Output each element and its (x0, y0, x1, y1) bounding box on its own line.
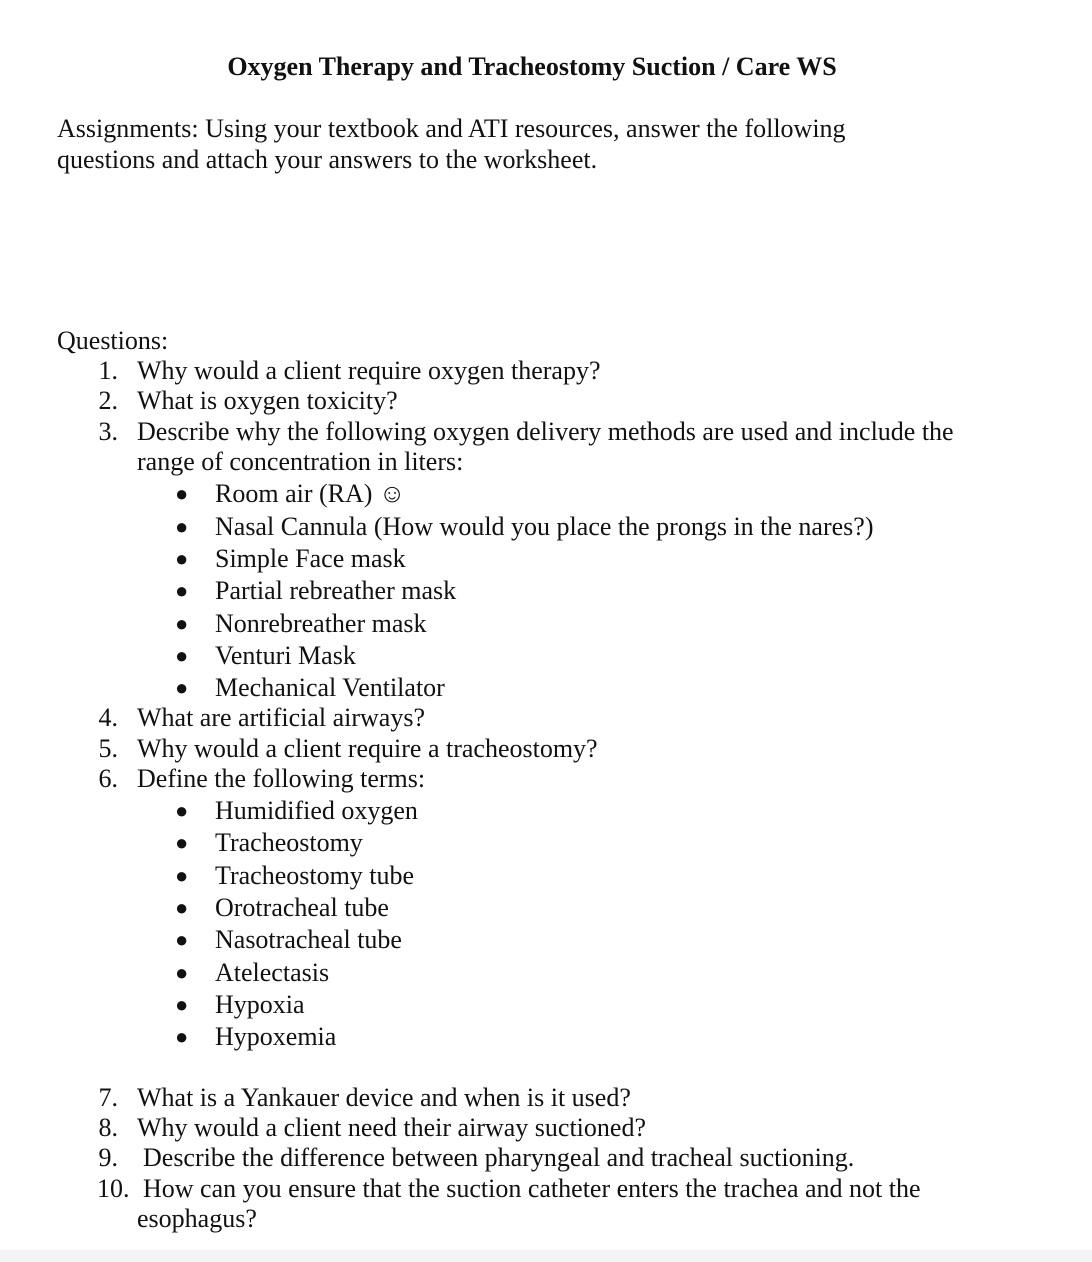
bullet-icon: ● (175, 895, 189, 920)
question-text: What is oxygen toxicity? (137, 386, 398, 415)
question-number: 3. (98, 417, 118, 446)
question-text: Describe the difference between pharyngeal and tracheal suctioning. (143, 1143, 855, 1172)
bullet-icon: ● (175, 927, 189, 952)
bullet-icon: ● (175, 481, 189, 506)
bullet-icon: ● (175, 546, 189, 571)
bullet-icon: ● (175, 830, 189, 855)
bullet-icon: ● (175, 960, 189, 985)
worksheet-title: Oxygen Therapy and Tracheostomy Suction / Care WS (227, 52, 837, 81)
bullet-icon: ● (175, 1024, 189, 1049)
question-number: 2. (98, 386, 118, 415)
question-text: Why would a client need their airway suctioned? (137, 1113, 646, 1142)
bullet-icon: ● (175, 675, 189, 700)
question-number: 8. (98, 1113, 118, 1142)
assignments-line-1: Assignments: Using your textbook and ATI resources, answer the following (57, 114, 846, 143)
bullet-icon: ● (175, 643, 189, 668)
question-text: Define the following terms: (137, 764, 426, 793)
bullet-icon: ● (175, 611, 189, 636)
term-humidified-oxygen: Humidified oxygen (215, 796, 418, 825)
term-atelectasis: Atelectasis (215, 958, 330, 987)
question-text-continued: range of concentration in liters: (137, 447, 464, 476)
question-number: 6. (98, 764, 118, 793)
bullet-icon: ● (175, 514, 189, 539)
delivery-method-nonrebreather: Nonrebreather mask (215, 609, 427, 638)
bullet-icon: ● (175, 863, 189, 888)
question-text: What are artificial airways? (137, 703, 425, 732)
delivery-method-partial-rebreather: Partial rebreather mask (215, 576, 457, 605)
term-tracheostomy-tube: Tracheostomy tube (215, 861, 415, 890)
delivery-method-mechanical-ventilator: Mechanical Ventilator (215, 673, 445, 702)
delivery-method-venturi-mask: Venturi Mask (215, 641, 356, 670)
question-text: Why would a client require a tracheostomy? (137, 734, 598, 763)
assignments-paragraph (57, 113, 957, 175)
question-number: 9. (98, 1143, 118, 1172)
question-number: 4. (98, 703, 118, 732)
question-number: 7. (98, 1083, 118, 1112)
delivery-method-simple-face-mask: Simple Face mask (215, 544, 406, 573)
question-number: 5. (98, 734, 118, 763)
term-hypoxia: Hypoxia (215, 990, 305, 1019)
term-orotracheal-tube: Orotracheal tube (215, 893, 389, 922)
bullet-icon: ● (175, 798, 189, 823)
question-number: 10. (97, 1174, 130, 1203)
bullet-icon: ● (175, 578, 189, 603)
question-number: 1. (98, 356, 118, 385)
question-text: Why would a client require oxygen therapy? (137, 356, 601, 385)
delivery-method-nasal-cannula: Nasal Cannula (How would you place the prongs in the nares?) (215, 512, 874, 541)
term-nasotracheal-tube: Nasotracheal tube (215, 925, 402, 954)
assignments-line-2: questions and attach your answers to the worksheet. (57, 145, 598, 174)
questions-heading: Questions: (57, 326, 169, 355)
question-text: How can you ensure that the suction catheter enters the trachea and not the (143, 1174, 921, 1203)
question-text-continued: esophagus? (137, 1204, 257, 1233)
question-text: Describe why the following oxygen delivery methods are used and include the (137, 417, 954, 446)
term-tracheostomy: Tracheostomy (215, 828, 363, 857)
delivery-method-room-air: Room air (RA) ☺ (215, 479, 406, 508)
page-bottom-edge (0, 1250, 1092, 1262)
term-hypoxemia: Hypoxemia (215, 1022, 337, 1051)
bullet-icon: ● (175, 992, 189, 1017)
question-text: What is a Yankauer device and when is it used? (137, 1083, 631, 1112)
